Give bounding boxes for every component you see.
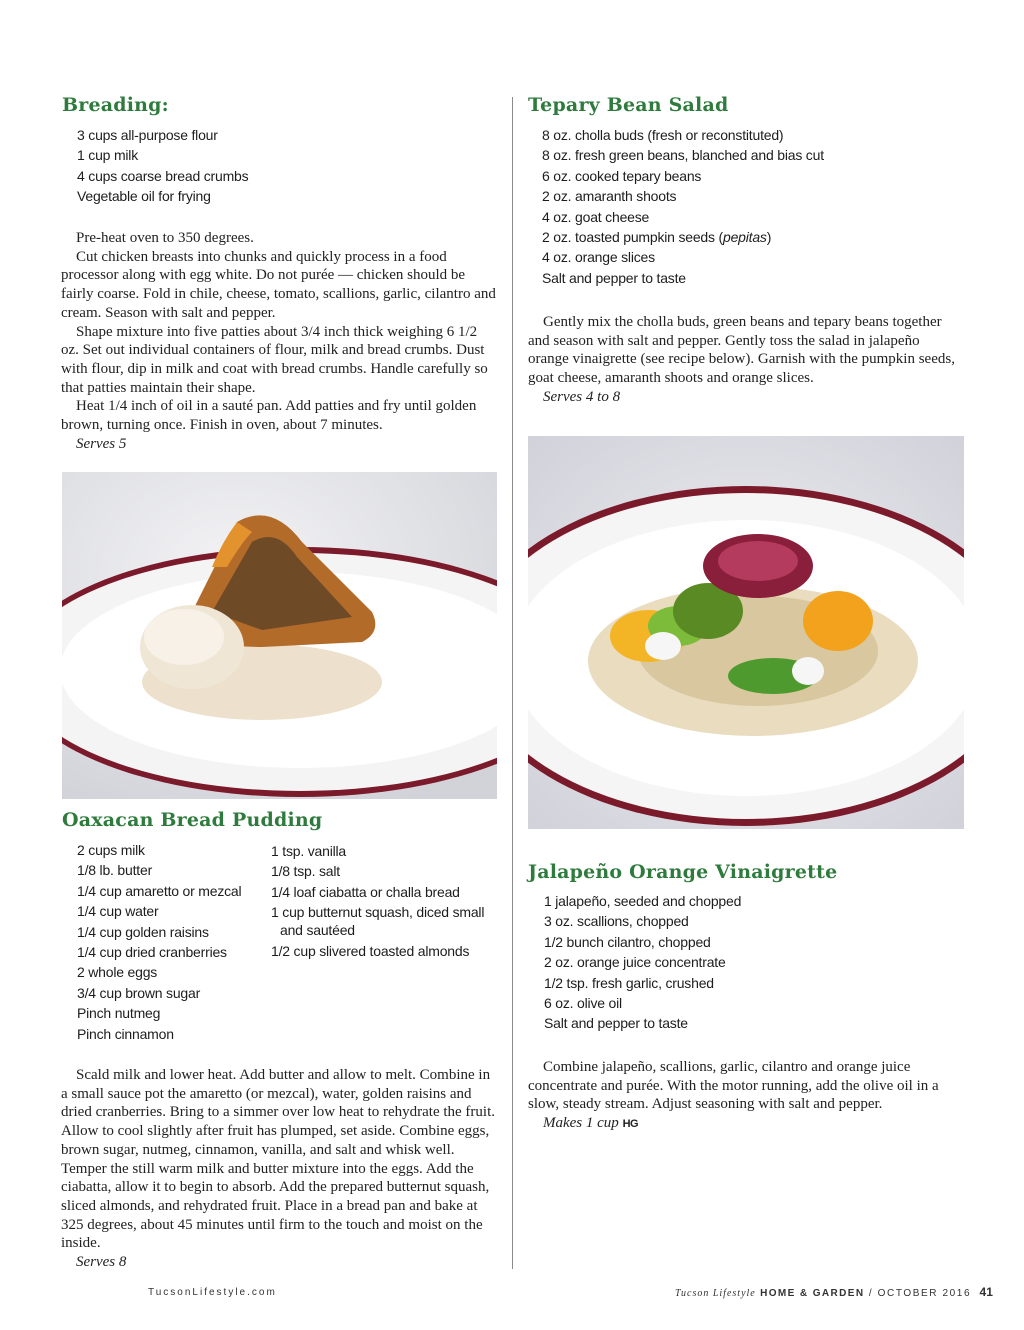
pudding-ingredient-list-left (77, 840, 241, 1044)
list-item: 3/4 cup brown sugar (77, 984, 201, 1001)
breading-directions (61, 229, 497, 453)
list-item: Vegetable oil for frying (77, 188, 211, 205)
list-item: 1/2 cup slivered toasted almonds (271, 942, 470, 959)
column-divider (512, 97, 513, 1269)
list-item: 1/2 bunch cilantro, chopped (544, 933, 711, 950)
list-item-continuation: and sautéed (280, 921, 355, 938)
pudding-directions (61, 1066, 497, 1272)
footer-folio (675, 1285, 993, 1299)
paragraph: Gently mix the cholla buds, green beans and tepary beans together and season with salt and pepper. Gently toss the salad in jalapeño orange vinaigrette (see recipe below). Garnish with the pumpkin seeds, goat cheese, amaranth shoots and orange slices. (528, 314, 955, 387)
list-item (542, 227, 824, 247)
list-item: 1/8 tsp. salt (271, 863, 340, 880)
list-item: 1/4 loaf ciabatta or challa bread (271, 883, 460, 900)
list-item: 2 whole eggs (77, 964, 158, 981)
list-item: 1/4 cup water (77, 903, 159, 920)
list-item: 8 oz. fresh green beans, blanched and bias cut (542, 147, 824, 164)
breading-title: Breading: (62, 94, 169, 116)
pudding-title: Oaxacan Bread Pudding (62, 809, 323, 831)
footer-section: HOME & GARDEN (760, 1288, 865, 1299)
list-item: 1/2 tsp. fresh garlic, crushed (544, 974, 714, 991)
list-item: 1/8 lb. butter (77, 862, 153, 879)
list-item-italic: pepitas (722, 229, 767, 246)
bread-pudding-illustration (62, 472, 497, 799)
serves-note: Serves 5 (76, 435, 127, 452)
makes-text: Makes 1 cup (543, 1115, 619, 1132)
serves-note: Serves 8 (76, 1254, 127, 1271)
list-item: Pinch nutmeg (77, 1005, 161, 1022)
list-item: 4 oz. goat cheese (542, 208, 650, 225)
list-item: 2 oz. orange juice concentrate (544, 954, 726, 971)
breading-ingredient-list (77, 125, 248, 207)
tepary-directions (528, 313, 958, 407)
paragraph: Heat 1/4 inch of oil in a sauté pan. Add patties and fry until golden brown, turning once. Finish in oven, about 7 minutes. (61, 398, 477, 434)
vinaigrette-directions (528, 1058, 960, 1134)
tepary-bean-salad-photo (528, 436, 964, 829)
page-number: 41 (979, 1285, 993, 1299)
list-item-text-end: ) (766, 229, 772, 246)
list-item: 8 oz. cholla buds (fresh or reconstituted) (542, 127, 784, 143)
bread-pudding-photo (62, 472, 497, 799)
vinaigrette-ingredient-list (544, 891, 741, 1034)
list-item: 1 jalapeño, seeded and chopped (544, 893, 742, 909)
list-item-text: 2 oz. toasted pumpkin seeds ( (542, 229, 723, 246)
footer-issue: OCTOBER 2016 (877, 1288, 972, 1299)
serves-note: Serves 4 to 8 (543, 388, 621, 405)
footer-website: TucsonLifestyle.com (148, 1287, 277, 1298)
tepary-title: Tepary Bean Salad (528, 94, 729, 116)
paragraph: Combine jalapeño, scallions, garlic, cilantro and orange juice concentrate and purée. With the motor running, add the olive oil in a slow, steady stream. Adjust seasoning with salt and pepper. (528, 1059, 939, 1113)
list-item: 6 oz. cooked tepary beans (542, 167, 702, 184)
footer-separator: / (868, 1288, 874, 1299)
makes-note (528, 1114, 960, 1134)
salad-illustration (528, 436, 964, 829)
list-item: Salt and pepper to taste (542, 269, 686, 286)
footer-magazine-name: Tucson Lifestyle (675, 1288, 756, 1299)
pudding-ingredient-list-right (271, 841, 484, 961)
paragraph: Scald milk and lower heat. Add butter and allow to melt. Combine in a small sauce pot the amaretto (or mezcal), water, golden raisins and dried cranberries. Bring to a simmer over low heat to rehydrate the fruit. Allow to cool slightly after fruit has plumped, set aside. Combine eggs, brown sugar, nutmeg, cinnamon, vanilla, and salt and whisk well. Temper the still warm milk and butter mixture into the eggs. Add the ciabatta, allow it to begin to absorb. Add the prepared butternut squash, sliced almonds, and rehydrated fruit. Place in a bread pan and bake at 325 degrees, about 45 minutes until firm to the touch and moist on the inside. (61, 1067, 496, 1252)
list-item: 6 oz. olive oil (544, 995, 622, 1012)
hg-end-mark: HG (622, 1118, 639, 1131)
list-item: Salt and pepper to taste (544, 1015, 688, 1032)
list-item: 3 oz. scallions, chopped (544, 913, 689, 930)
tepary-ingredient-list (542, 125, 824, 288)
list-item: 1/4 cup dried cranberries (77, 944, 227, 961)
list-item: 1 tsp. vanilla (271, 843, 347, 859)
list-item: Pinch cinnamon (77, 1025, 174, 1042)
list-item: 1/4 cup amaretto or mezcal (77, 882, 242, 899)
vinaigrette-title: Jalapeño Orange Vinaigrette (528, 861, 838, 883)
list-item: 4 cups coarse bread crumbs (77, 167, 249, 184)
list-item: 1 cup milk (77, 147, 139, 164)
list-item: 1 cup butternut squash, diced small (271, 904, 485, 921)
list-item: 1/4 cup golden raisins (77, 923, 209, 940)
paragraph: Shape mixture into five patties about 3/4 inch thick weighing 6 1/2 oz. Set out individual containers of flour, milk and bread crumbs. Dust with flour, dip in milk and coat with bread crumbs. Handle carefully so that patties maintain their shape. (61, 323, 488, 396)
list-item: 2 cups milk (77, 842, 145, 858)
list-item: 3 cups all-purpose flour (77, 127, 218, 143)
list-item: 4 oz. orange slices (542, 249, 655, 266)
paragraph: Cut chicken breasts into chunks and quickly process in a food processor along with egg white. Do not purée — chicken should be fairly coarse. Fold in chile, cheese, tomato, scallions, garlic, cilantro and cream. Season with salt and pepper. (61, 248, 496, 321)
list-item: 2 oz. amaranth shoots (542, 188, 677, 205)
paragraph: Pre-heat oven to 350 degrees. (76, 230, 254, 246)
